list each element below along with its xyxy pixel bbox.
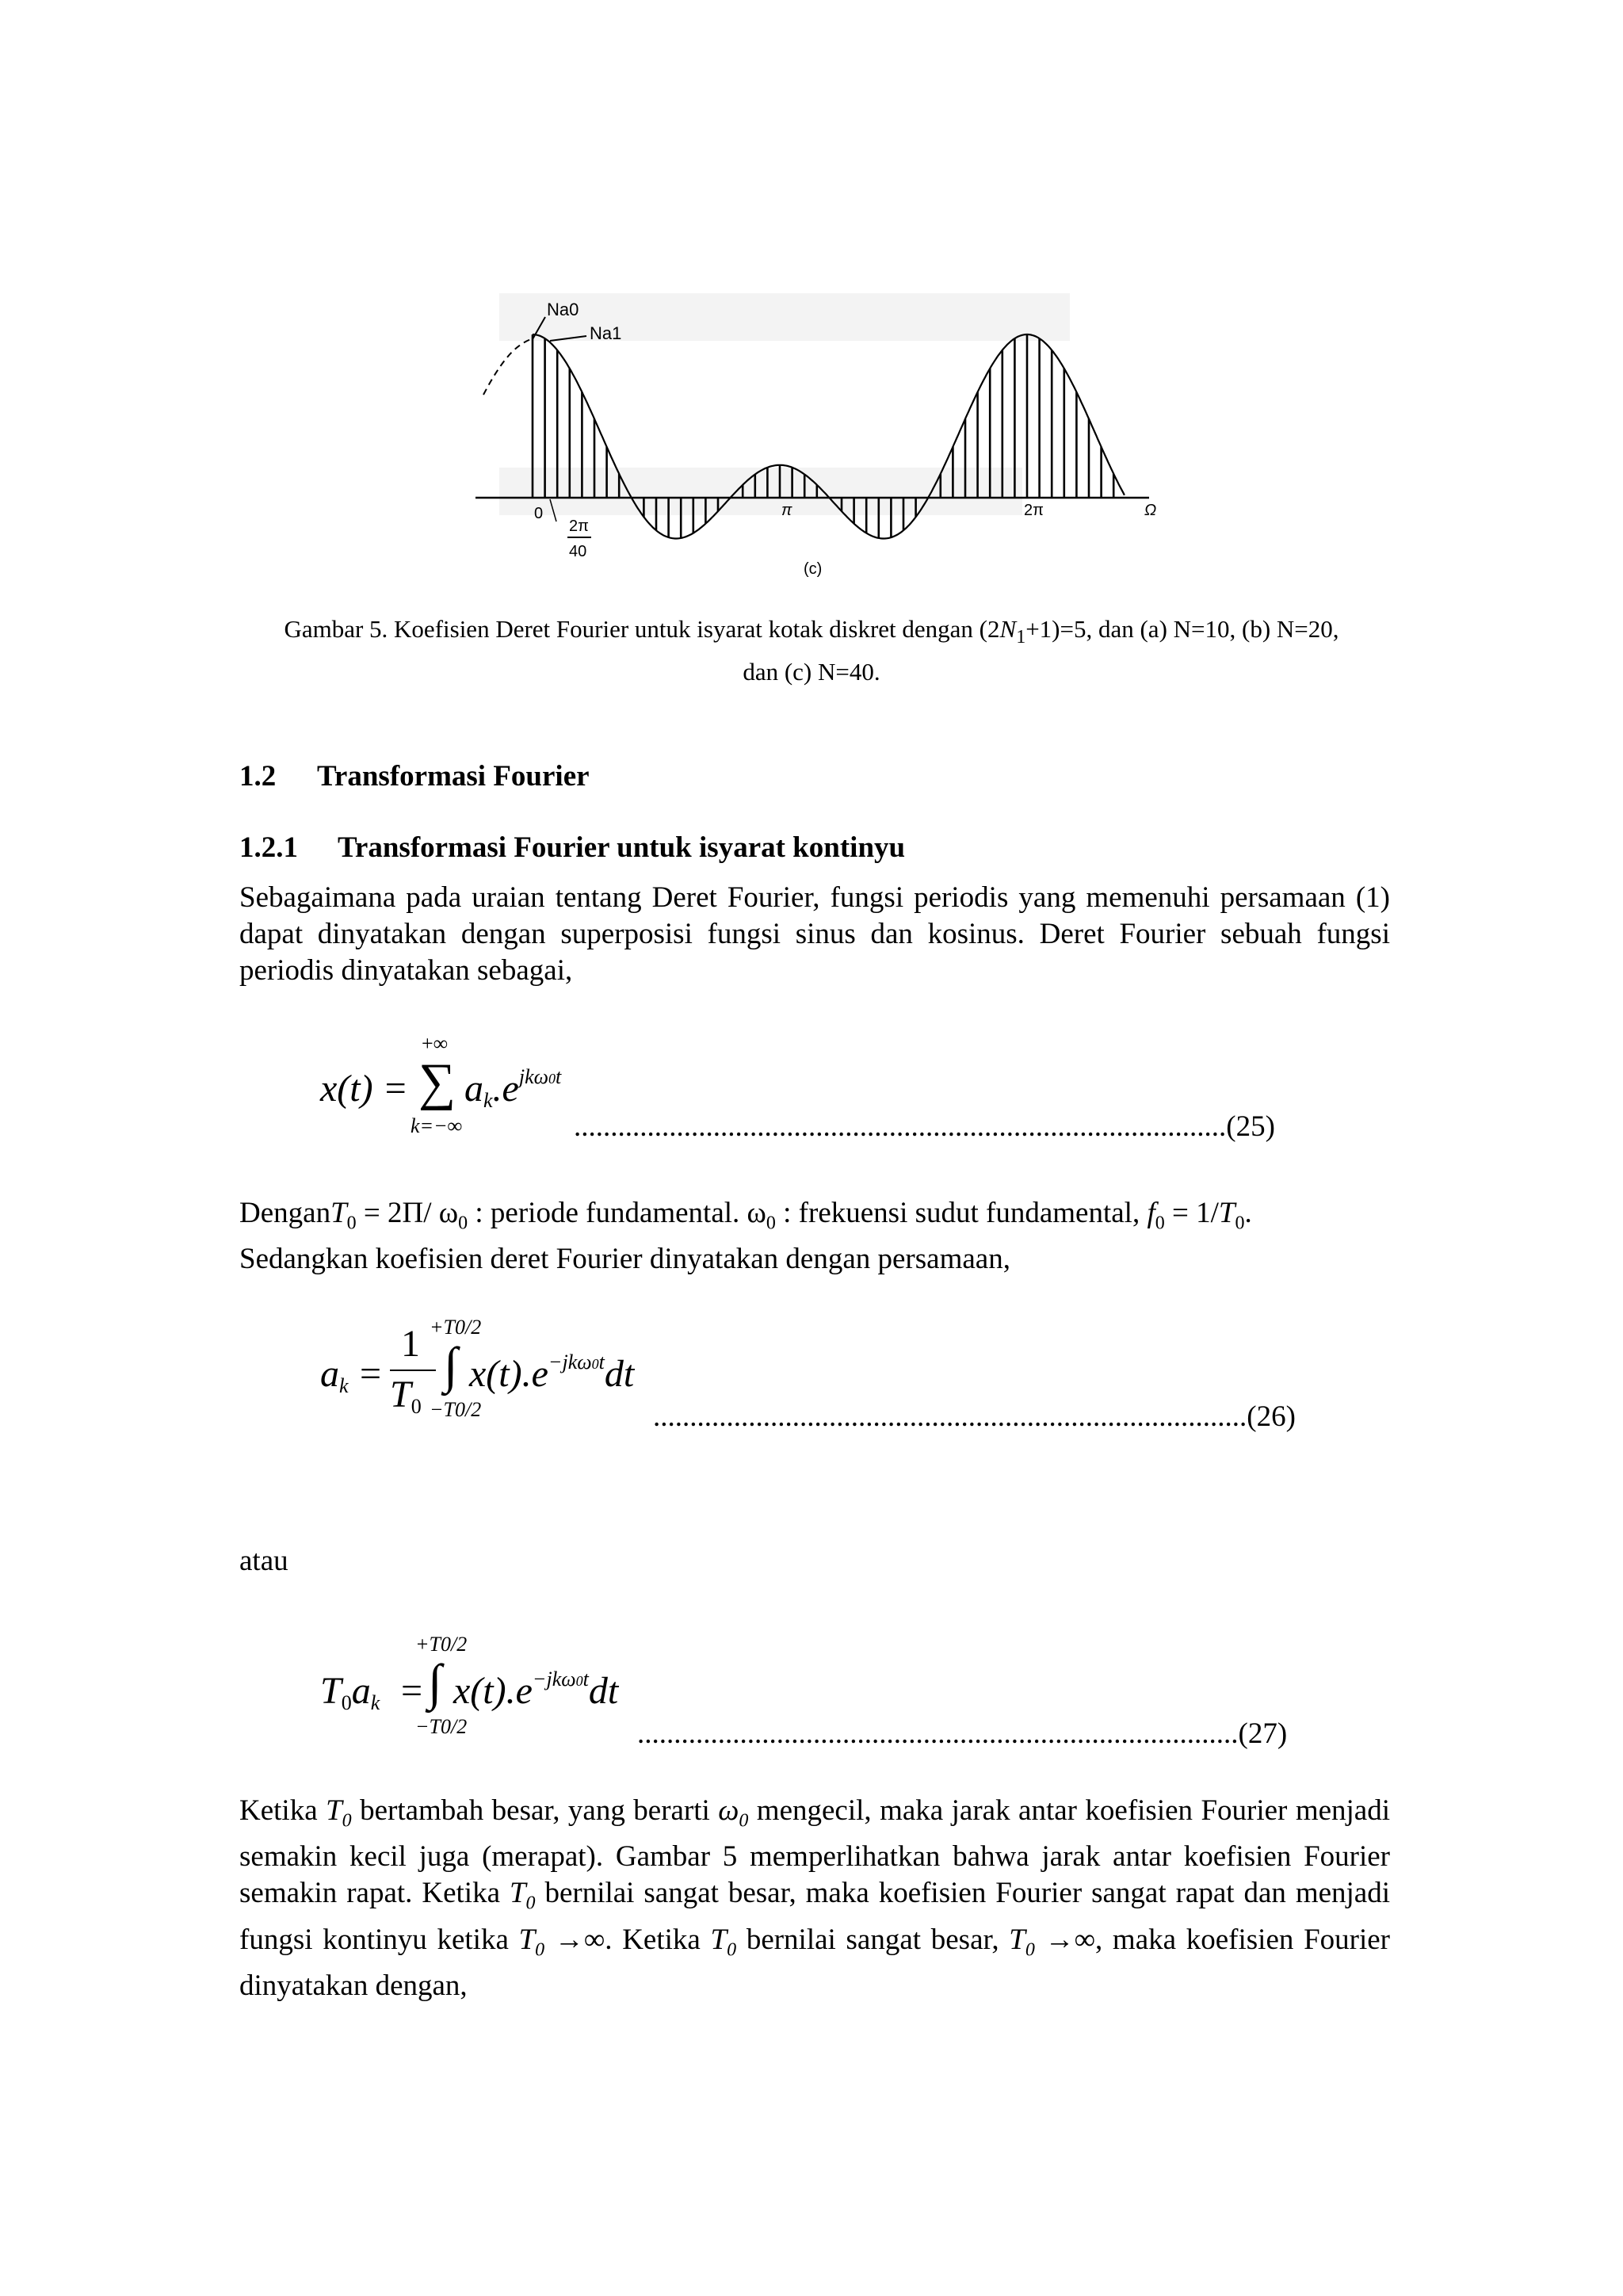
eq26-fraction-bar bbox=[390, 1370, 436, 1371]
fourier-coefficient-figure bbox=[468, 269, 1181, 586]
eq27-integrand: $x(t).e^{-jk\omega 0t}dt$ bbox=[453, 1668, 619, 1712]
tick-spacing-numerator: 2π bbox=[569, 518, 589, 535]
pi-tick-label: π bbox=[781, 502, 792, 519]
eq26-int-upper: +T0/2 bbox=[430, 1316, 482, 1339]
eq27-equals: = bbox=[401, 1670, 423, 1712]
zero-tick-label: 0 bbox=[534, 505, 544, 522]
eq27-number: ..................................................................................(27) bbox=[637, 1717, 1288, 1750]
omega-axis-label: Ω bbox=[1144, 502, 1157, 519]
paragraph-definitions: DenganT$_0$ = 2Π/ $\omega_0$ : periode fundamental. $\omega_0$ : frekuensi sudut fundamental, $f_0 = 1/T_0$. Sedangkan koefisien deret Fourier dinyatakan dengan persamaan, bbox=[239, 1197, 1252, 1276]
envelope-dashed-left bbox=[483, 339, 531, 395]
equation-25 bbox=[320, 1030, 1398, 1149]
eq25-sigma: ∑ bbox=[418, 1053, 456, 1111]
eq25-sum-upper: +∞ bbox=[422, 1032, 449, 1055]
equation-27 bbox=[320, 1633, 1398, 1759]
eq26-int-lower: −T0/2 bbox=[430, 1398, 482, 1421]
eq26-equals: = bbox=[360, 1353, 382, 1395]
eq25-lhs: x(t) = bbox=[320, 1068, 408, 1110]
two-pi-tick-label: 2π bbox=[1024, 502, 1044, 519]
eq27-integral-sign: ∫ bbox=[428, 1654, 442, 1710]
eq26-lhs: ak bbox=[320, 1353, 349, 1397]
eq27-int-lower: −T0/2 bbox=[415, 1715, 468, 1738]
figure-panel-label: (c) bbox=[804, 560, 823, 578]
eq25-sum-lower: k=−∞ bbox=[411, 1114, 463, 1137]
eq26-integral-sign: ∫ bbox=[444, 1337, 458, 1393]
eq27-int-upper: +T0/2 bbox=[415, 1633, 468, 1656]
equation-26 bbox=[320, 1316, 1398, 1450]
figure-caption: Gambar 5. Koefisien Deret Fourier untuk isyarat kotak diskret dengan $(2N_1+1)=5$, dan (a) N=10, (b) N=20, dan (c) N=40. bbox=[284, 615, 1339, 686]
eq26-integrand: $x(t).e^{-jk\omega 0t}dt$ bbox=[469, 1350, 635, 1395]
na1-label: Na1 bbox=[590, 323, 622, 343]
connector-atau: atau bbox=[239, 1545, 288, 1577]
eq25-number: .........................................................................................(25) bbox=[574, 1110, 1275, 1143]
section-heading-1-2: 1.2 Transformasi Fourier bbox=[239, 760, 590, 793]
eq26-number: .................................................................................(26) bbox=[653, 1400, 1296, 1433]
eq26-frac-den: T0 bbox=[390, 1373, 422, 1418]
figure-scan-smudge bbox=[499, 293, 1070, 515]
paragraph-intro: Sebagaimana pada uraian tentang Deret Fourier, fungsi periodis yang memenuhi persamaan (1) dapat dinyatakan dengan superposisi fungsi sinus dan kosinus. Deret Fourier sebuah fungsi periodis dinyatakan sebagai, bbox=[239, 881, 1390, 987]
eq27-lhs: T0ak bbox=[320, 1670, 380, 1714]
eq26-frac-num: 1 bbox=[401, 1323, 420, 1365]
na0-label: Na0 bbox=[547, 300, 579, 319]
tick-spacing-denominator: 40 bbox=[569, 543, 587, 560]
paragraph-conclusion: Ketika $T_0$ bertambah besar, yang berarti $\omega_0$ mengecil, maka jarak antar koefisien Fourier menjadi semakin kecil juga (merapat). Gambar 5 memperlihatkan bahwa jarak antar koefisien Fourier semakin rapat. Ketika $T_0$ bernilai sangat besar, maka koefisien Fourier sangat rapat dan menjadi fungsi kontinyu ketika $T_0$ →∞. Ketika $T_0$ bernilai sangat besar, $T_0$ →∞, maka koefisien Fourier dinyatakan dengan, bbox=[239, 1794, 1390, 2003]
eq25-term: $ak.e^{jk\omega 0t}$ bbox=[464, 1065, 562, 1112]
section-heading-1-2-1: 1.2.1 Transformasi Fourier untuk isyarat kontinyu bbox=[239, 831, 906, 864]
